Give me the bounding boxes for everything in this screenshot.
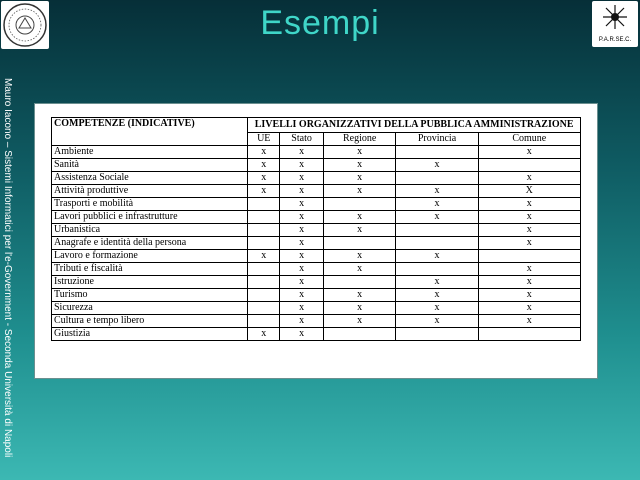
table-cell: x — [280, 237, 324, 250]
table-cell: x — [323, 302, 396, 315]
table-cell: x — [478, 211, 580, 224]
table-cell: x — [248, 328, 280, 341]
table-cell: x — [478, 302, 580, 315]
table-cell: x — [248, 159, 280, 172]
header-competenze: COMPETENZE (INDICATIVE) — [52, 118, 248, 146]
table-cell: x — [280, 328, 324, 341]
table-cell — [248, 302, 280, 315]
table-row — [52, 237, 581, 250]
vertical-author-text: Mauro Iacono – Sistemi Informatici per l'e-Government - Seconda Università di Napoli — [2, 78, 13, 458]
row-label: Anagrafe e identità della persona — [52, 237, 248, 250]
row-label: Istruzione — [52, 276, 248, 289]
table-cell: x — [323, 224, 396, 237]
table-cell: x — [248, 250, 280, 263]
table-cell: x — [280, 276, 324, 289]
table-cell: x — [280, 146, 324, 159]
table-cell: x — [478, 237, 580, 250]
table-cell: x — [478, 172, 580, 185]
table-cell — [396, 328, 478, 341]
table-row — [52, 315, 581, 328]
row-label: Lavori pubblici e infrastrutture — [52, 211, 248, 224]
table-cell: x — [478, 276, 580, 289]
table-cell: x — [323, 172, 396, 185]
table-cell: x — [478, 198, 580, 211]
table-row — [52, 250, 581, 263]
table-cell: x — [248, 185, 280, 198]
table-row — [52, 224, 581, 237]
table-cell: x — [280, 315, 324, 328]
header-livelli: LIVELLI ORGANIZZATIVI DELLA PUBBLICA AMMINISTRAZIONE — [248, 118, 581, 133]
table-cell: x — [280, 224, 324, 237]
table-row — [52, 211, 581, 224]
table-cell — [248, 315, 280, 328]
table-cell: x — [478, 315, 580, 328]
table-row — [52, 276, 581, 289]
row-label: Sicurezza — [52, 302, 248, 315]
row-label: Ambiente — [52, 146, 248, 159]
table-cell — [323, 237, 396, 250]
table-cell: x — [280, 185, 324, 198]
table-row — [52, 198, 581, 211]
table-cell — [396, 237, 478, 250]
table-cell: x — [396, 211, 478, 224]
table-cell — [248, 289, 280, 302]
university-seal-logo — [1, 1, 49, 49]
table-row — [52, 289, 581, 302]
table-row — [52, 185, 581, 198]
table-panel — [34, 103, 598, 379]
table-cell: X — [478, 185, 580, 198]
row-label: Urbanistica — [52, 224, 248, 237]
table-cell: x — [280, 289, 324, 302]
table-cell — [248, 224, 280, 237]
table-cell — [248, 211, 280, 224]
competenze-table — [51, 117, 581, 341]
table-cell: x — [280, 263, 324, 276]
row-label: Giustizia — [52, 328, 248, 341]
table-cell: x — [478, 224, 580, 237]
column-header: Provincia — [396, 133, 478, 146]
table-cell: x — [478, 146, 580, 159]
table-cell: x — [396, 276, 478, 289]
table-cell: x — [323, 211, 396, 224]
table-row — [52, 146, 581, 159]
table-cell — [396, 263, 478, 276]
table-cell — [248, 276, 280, 289]
table-cell: x — [280, 211, 324, 224]
table-row — [52, 328, 581, 341]
table-cell: x — [478, 289, 580, 302]
table-cell: x — [396, 289, 478, 302]
table-row — [52, 159, 581, 172]
table-cell: x — [396, 302, 478, 315]
table-cell — [396, 172, 478, 185]
column-header: Stato — [280, 133, 324, 146]
column-header: UE — [248, 133, 280, 146]
table-row — [52, 172, 581, 185]
table-cell: x — [280, 172, 324, 185]
table-cell: x — [323, 315, 396, 328]
row-label: Assistenza Sociale — [52, 172, 248, 185]
column-header: Comune — [478, 133, 580, 146]
table-cell: x — [280, 198, 324, 211]
table-cell: x — [248, 146, 280, 159]
slide-title: Esempi — [260, 4, 380, 42]
table-cell: x — [396, 315, 478, 328]
vertical-footer — [0, 78, 14, 458]
table-cell: x — [323, 159, 396, 172]
parsec-logo-text: P.A.R.SE.C. — [598, 37, 632, 43]
row-label: Turismo — [52, 289, 248, 302]
table-cell: x — [248, 172, 280, 185]
row-label: Lavoro e formazione — [52, 250, 248, 263]
table-cell: x — [323, 289, 396, 302]
table-cell: x — [280, 302, 324, 315]
table-cell — [248, 237, 280, 250]
table-cell — [478, 328, 580, 341]
row-label: Trasporti e mobilità — [52, 198, 248, 211]
table-cell — [478, 250, 580, 263]
column-header: Regione — [323, 133, 396, 146]
table-cell — [248, 198, 280, 211]
table-cell: x — [396, 185, 478, 198]
table-cell — [248, 263, 280, 276]
table-row — [52, 263, 581, 276]
table-cell: x — [323, 185, 396, 198]
table-row — [52, 302, 581, 315]
table-cell — [323, 276, 396, 289]
table-cell — [323, 198, 396, 211]
table-cell: x — [280, 250, 324, 263]
table-cell: x — [396, 250, 478, 263]
parsec-logo — [592, 1, 638, 47]
table-cell — [396, 224, 478, 237]
table-cell — [323, 328, 396, 341]
table-cell: x — [280, 159, 324, 172]
row-label: Tributi e fiscalità — [52, 263, 248, 276]
table-cell: x — [478, 263, 580, 276]
table-cell: x — [323, 146, 396, 159]
table-cell: x — [396, 159, 478, 172]
table-cell: x — [323, 263, 396, 276]
table-cell — [396, 146, 478, 159]
row-label: Attività produttive — [52, 185, 248, 198]
table-cell: x — [396, 198, 478, 211]
table-cell — [478, 159, 580, 172]
row-label: Cultura e tempo libero — [52, 315, 248, 328]
row-label: Sanità — [52, 159, 248, 172]
table-cell: x — [323, 250, 396, 263]
